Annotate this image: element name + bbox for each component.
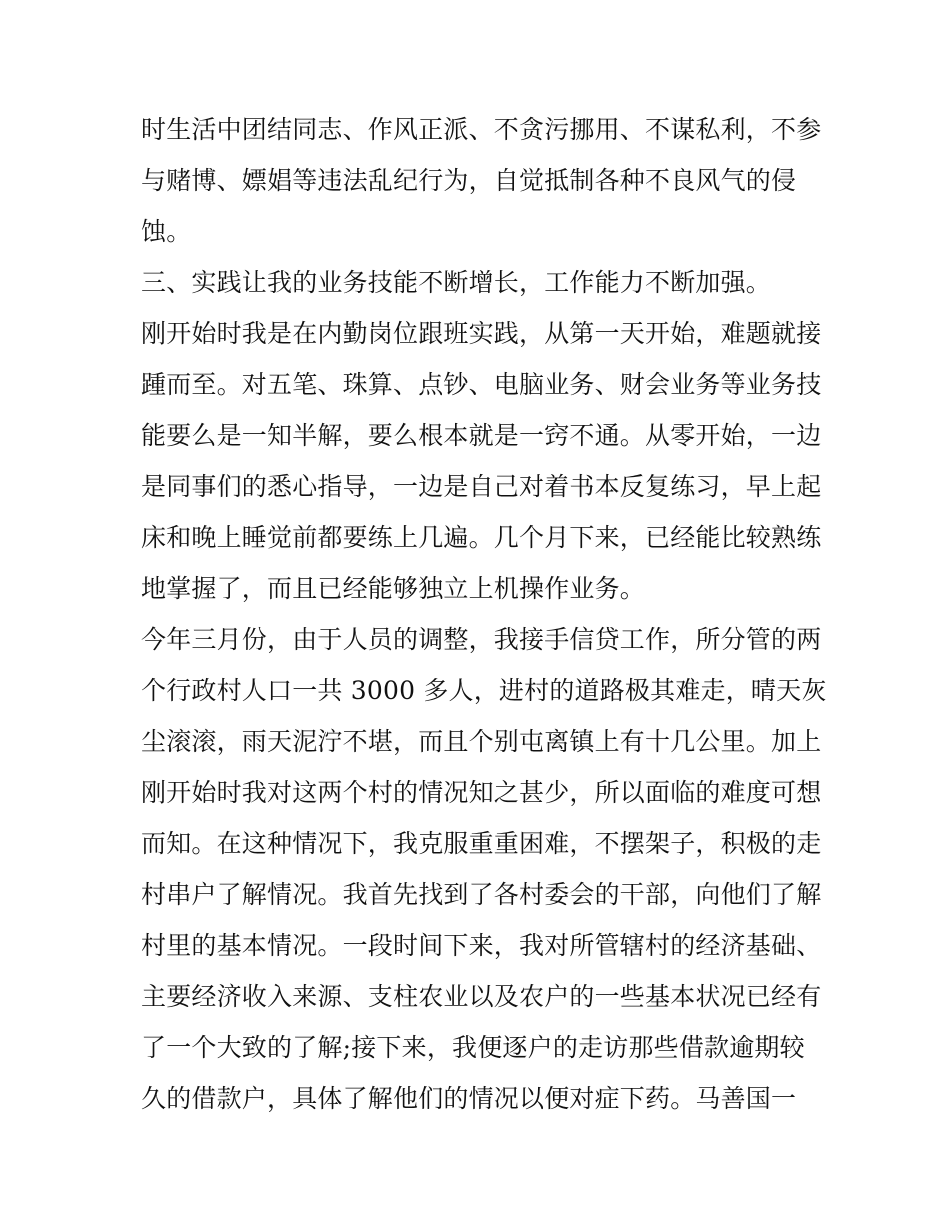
text-line: 蚀。 [141, 217, 192, 246]
text-line: 村里的基本情况。一段时间下来，我对所管辖村的经济基础、 [141, 931, 822, 960]
text-line: 地掌握了，而且已经能够独立上机操作业务。 [141, 574, 646, 603]
text-line: 时生活中团结同志、作风正派、不贪污挪用、不谋私利，不参 [141, 115, 822, 144]
text-line: 久的借款户，具体了解他们的情况以便对症下药。马善国一 [141, 1084, 797, 1113]
text-line: 今年三月份，由于人员的调整，我接手信贷工作，所分管的两 [141, 625, 822, 654]
text-line: 与赌博、嫖娼等违法乱纪行为，自觉抵制各种不良风气的侵 [141, 166, 797, 195]
text-line: 床和晚上睡觉前都要练上几遍。几个月下来，已经能比较熟练 [141, 523, 822, 552]
text-line: 个行政村人口一共 3000 多人，进村的道路极其难走，晴天灰 [141, 676, 827, 705]
text-line: 村串户了解情况。我首先找到了各村委会的干部，向他们了解 [141, 880, 822, 909]
section-heading: 三、实践让我的业务技能不断增长，工作能力不断加强。 [141, 268, 772, 297]
text-line: 了一个大致的了解;接下来，我便逐户的走访那些借款逾期较 [141, 1033, 805, 1062]
text-line: 是同事们的悉心指导，一边是自己对着书本反复练习，早上起 [141, 472, 822, 501]
text-line: 尘滚滚，雨天泥泞不堪，而且个别屯离镇上有十几公里。加上 [141, 727, 822, 756]
text-line: 刚开始时我是在内勤岗位跟班实践，从第一天开始，难题就接 [141, 319, 822, 348]
text-line: 能要么是一知半解，要么根本就是一窍不通。从零开始，一边 [141, 421, 822, 450]
text-line: 踵而至。对五笔、珠算、点钞、电脑业务、财会业务等业务技 [141, 370, 822, 399]
text-line: 主要经济收入来源、支柱农业以及农户的一些基本状况已经有 [141, 982, 822, 1011]
text-line: 而知。在这种情况下，我克服重重困难，不摆架子，积极的走 [141, 829, 822, 858]
text-line: 刚开始时我对这两个村的情况知之甚少，所以面临的难度可想 [141, 778, 822, 807]
body-text [141, 104, 827, 1124]
